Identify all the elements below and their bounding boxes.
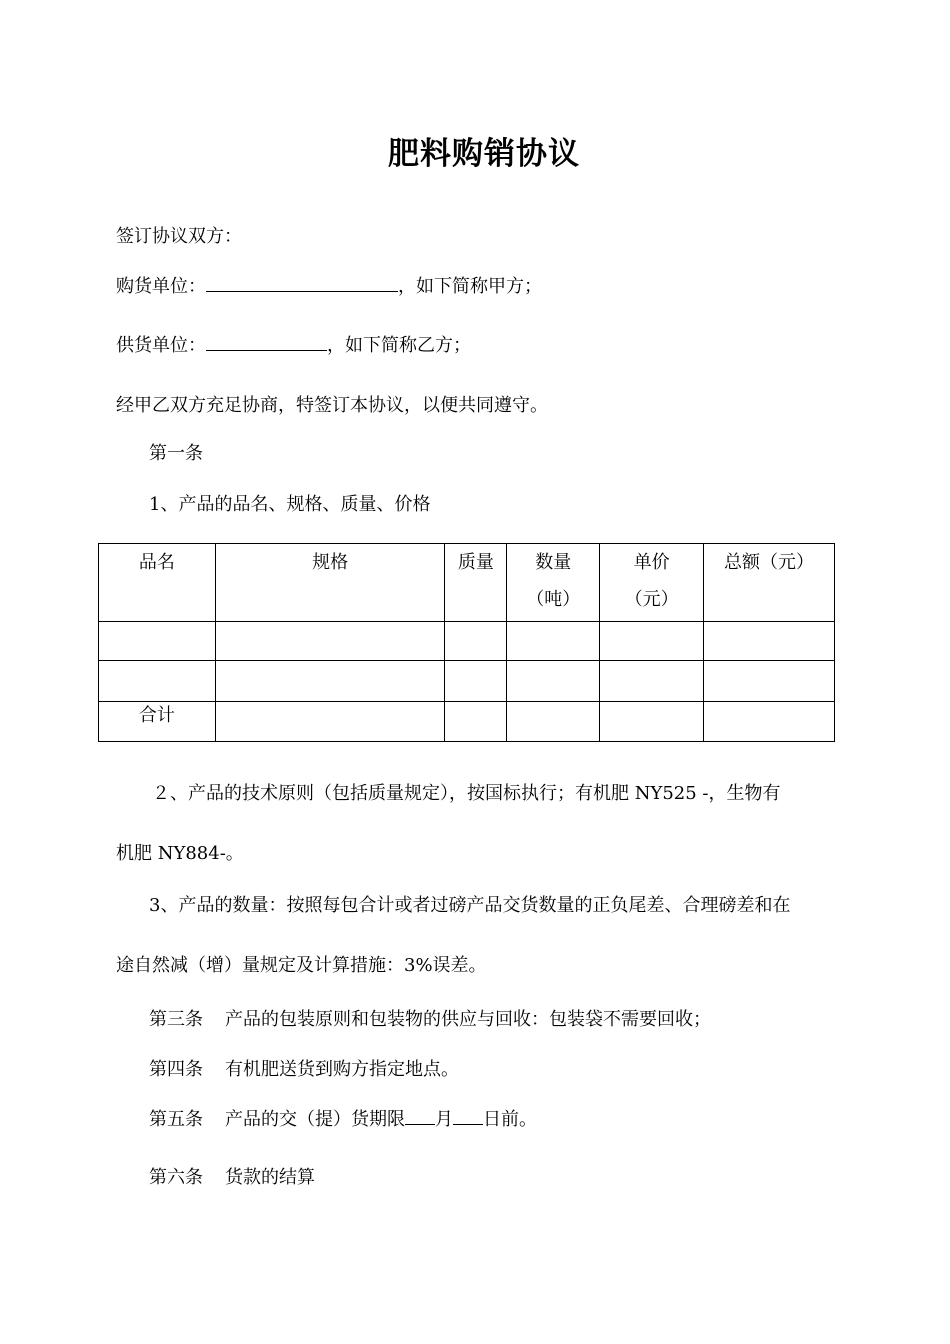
- table-cell[interactable]: [600, 661, 704, 702]
- article3-num: 第三条: [149, 1009, 203, 1030]
- article1-heading: 第一条: [149, 443, 203, 464]
- item2-line1: ２、产品的技术原则（包括质量规定），按国标执行；有机肥 NY525 -，生物有: [152, 783, 781, 804]
- table-cell[interactable]: [704, 622, 835, 661]
- article1-item1: 1、产品的品名、规格、质量、价格: [149, 494, 431, 515]
- parties-intro: 签订协议双方：: [116, 226, 242, 247]
- article4-num: 第四条: [149, 1059, 203, 1080]
- table-cell[interactable]: [507, 661, 600, 702]
- article5-text-b: 日前。: [483, 1109, 537, 1130]
- header-total: 总额（元）: [704, 544, 835, 622]
- article3-line: [149, 1005, 711, 1031]
- article5-num: 第五条: [149, 1109, 203, 1130]
- table-cell[interactable]: [507, 702, 600, 742]
- table-cell[interactable]: [215, 622, 445, 661]
- header-unit-price: 单价 （元）: [600, 544, 704, 622]
- table-total-row: [99, 702, 835, 742]
- article3-text: 产品的包装原则和包装物的供应与回收：包装袋不需要回收；: [225, 1009, 711, 1030]
- table-header-row: [99, 544, 835, 622]
- article4-line: [149, 1055, 459, 1081]
- table-cell[interactable]: [445, 702, 507, 742]
- total-label-cell: 合计: [99, 702, 216, 742]
- table-cell[interactable]: [99, 622, 216, 661]
- article4-text: 有机肥送货到购方指定地点。: [225, 1059, 459, 1080]
- table-cell[interactable]: [600, 702, 704, 742]
- buyer-label: 购货单位：: [116, 276, 206, 297]
- day-blank[interactable]: [453, 1106, 483, 1125]
- item2-line2: 机肥 NY884-。: [116, 843, 244, 864]
- item3-line1: 3、产品的数量：按照每包合计或者过磅产品交货数量的正负尾差、合理磅差和在: [149, 895, 791, 916]
- buyer-blank[interactable]: [206, 273, 398, 292]
- consensus-line: 经甲乙双方充足协商，特签订本协议，以便共同遵守。: [116, 395, 548, 416]
- table-cell[interactable]: [507, 622, 600, 661]
- item3-line2: 途自然减（增）量规定及计算措施：3%误差。: [116, 955, 487, 976]
- table-cell[interactable]: [99, 661, 216, 702]
- header-spec: 规格: [215, 544, 445, 622]
- buyer-line: [116, 272, 542, 298]
- seller-line: [116, 331, 471, 357]
- seller-suffix: ，如下简称乙方；: [327, 335, 471, 356]
- table-cell[interactable]: [445, 622, 507, 661]
- table-row: [99, 661, 835, 702]
- table-cell[interactable]: [704, 661, 835, 702]
- table-row: [99, 622, 835, 661]
- table-cell[interactable]: [445, 661, 507, 702]
- table-cell[interactable]: [704, 702, 835, 742]
- seller-blank[interactable]: [206, 332, 327, 351]
- article6-text: 货款的结算: [225, 1167, 315, 1188]
- article6-line: [149, 1163, 315, 1189]
- seller-label: 供货单位：: [116, 335, 206, 356]
- article5-month: 月: [435, 1109, 453, 1130]
- buyer-suffix: ，如下简称甲方；: [398, 276, 542, 297]
- header-name: 品名: [99, 544, 216, 622]
- table-cell[interactable]: [600, 622, 704, 661]
- month-blank[interactable]: [405, 1106, 435, 1125]
- article5-line: [149, 1105, 537, 1131]
- header-quantity: 数量 （吨）: [507, 544, 600, 622]
- table-cell[interactable]: [215, 702, 445, 742]
- document-title: 肥料购销协议: [388, 136, 580, 172]
- table-cell[interactable]: [215, 661, 445, 702]
- header-quality: 质量: [445, 544, 507, 622]
- product-table: [98, 543, 835, 742]
- article5-text-a: 产品的交（提）货期限: [225, 1109, 405, 1130]
- article6-num: 第六条: [149, 1167, 203, 1188]
